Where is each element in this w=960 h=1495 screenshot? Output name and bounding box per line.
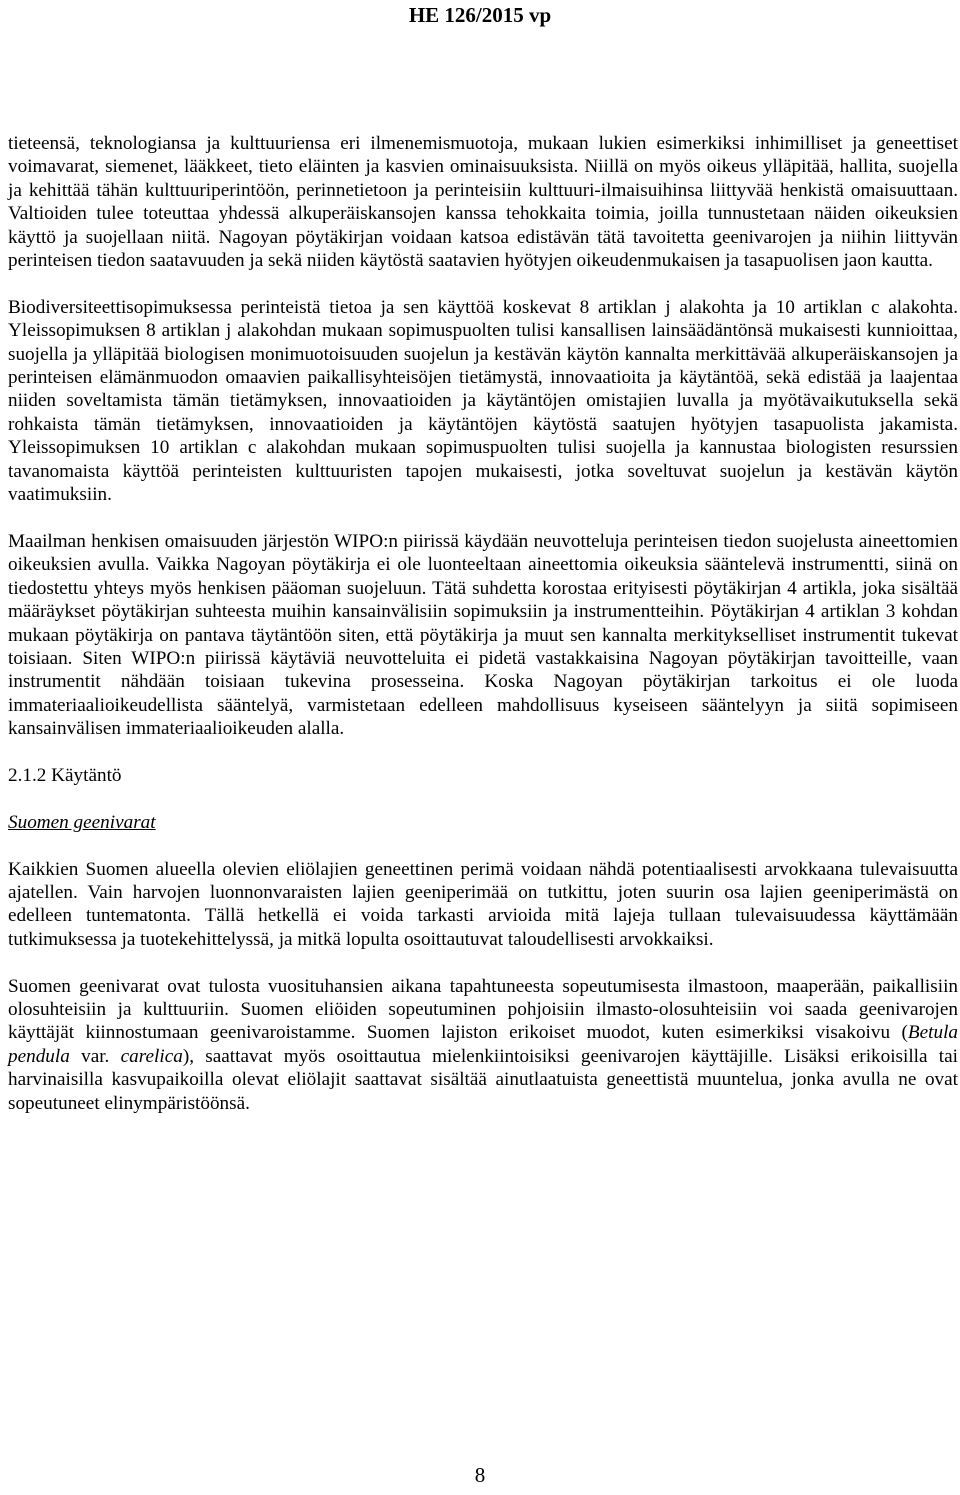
paragraph-2: Biodiversiteettisopimuksessa perinteistä tietoa ja sen käyttöä koskevat 8 artiklan j alakohta ja 10 artiklan c alakohta. Yleissopimuksen 8 artiklan j alakohdan mukaan sopimuspuolten tulisi kansallisen lainsäädäntönsä mukaisesti kunnioittaa, suojella ja ylläpitää biologisen monimuotoisuuden suojelun ja kestävän käytön kannalta merkittävää alkuperäiskansojen ja perinteisen elämänmuodon omaavien paikallisyhteisöjen tietämystä, innovaatioita ja käytäntöä, sekä edistää ja laajentaa niiden soveltamista tämän tietämyksen, innovaatioiden ja käytäntöjen omistajien luvalla ja myötävaikutuksella sekä rohkaista tämän tietämyksen, innovaatioiden ja käytäntöjen käytöstä saatujen hyötyjen tasapuolista jakamista. Yleissopimuksen 10 artiklan c alakohdan mukaan sopimuspuolten tulisi suojella ja kannustaa biologisten resurssien tavanomaista käyttöä perinteisten kulttuuristen tapojen mukaisesti, jotka soveltuvat suojelun ja kestävän käytön vaatimuksiin.: [8, 296, 958, 506]
species-name: Betula pendula: [8, 1022, 958, 1067]
document-header: HE 126/2015 vp: [408, 3, 552, 27]
subsection-heading: Suomen geenivarat: [8, 811, 156, 833]
page-number: 8: [474, 1463, 486, 1487]
paragraph-5-text-3: ), saattavat myös osoittautua mielenkiintoisiksi geenivarojen käyttäjille. Lisäksi erikoisilla tai harvinaisilla kasvupaikoilla olevat eliölajit saattavat sisältää ainutlaatuista geneettistä muuntelua, jonka avulla ne ovat sopeutuneet elinympäristöönsä.: [8, 1045, 958, 1114]
paragraph-4: Kaikkien Suomen alueella olevien eliölajien geneettinen perimä voidaan nähdä potentiaalisesti arvokkaana tulevaisuutta ajatellen. Vain harvojen luonnonvaraisten lajien geeniperimää on tutkittu, joten suurin osa lajien geeniperimästä on edelleen tuntematonta. Tällä hetkellä ei voida tarkasti arvioida mitä lajeja tullaan tulevaisuudessa käyttämään tutkimuksessa ja tuotekehittelyssä, ja mitkä lopulta osoittautuvat taloudellisesti arvokkaiksi.: [8, 858, 958, 950]
paragraph-3: Maailman henkisen omaisuuden järjestön WIPO:n piirissä käydään neuvotteluja perinteisen tiedon suojelusta aineettomien oikeuksien avulla. Vaikka Nagoyan pöytäkirja ei ole luonteeltaan aineettomia oikeuksia sääntelevä instrumentti, siinä on tiedostettu yhteys myös henkisen pääoman suojeluun. Tätä suhdetta korostaa erityisesti pöytäkirjan 4 artikla, joka sisältää määräykset pöytäkirjan suhteesta muihin kansainvälisiin sopimuksiin ja instrumentteihin. Pöytäkirjan 4 artiklan 3 kohdan mukaan pöytäkirja on pantava täytäntöön siten, että pöytäkirja ja muut sen kannalta merkitykselliset instrumentit tukevat toisiaan. Siten WIPO:n piirissä käytäviä neuvotteluita ei pidetä vastakkaisina Nagoyan pöytäkirjan tavoitteille, vaan instrumentit nähdään toisiaan tukevina prosesseina. Koska Nagoyan pöytäkirjan tarkoitus ei ole luoda immateriaalioikeudellista sääntelyä, varmistetaan edelleen mahdollisuus kyseiseen sääntelyyn ja siitä sopimiseen kansainvälisen immateriaalioikeuden alalla.: [8, 530, 958, 740]
section-heading: 2.1.2 Käytäntö: [8, 764, 122, 786]
paragraph-5-text-1: Suomen geenivarat ovat tulosta vuosituhansien aikana tapahtuneesta sopeutumisesta ilmastoon, maaperään, paikallisiin olosuhteisiin ja kulttuuriin. Suomen eliöiden sopeutuminen pohjoisiin ilmasto-olosuhteisiin voi saada geenivarojen käyttäjät kiinnostumaan geenivaroistamme. Suomen lajiston erikoiset muodot, kuten esimerkiksi visakoivu (: [8, 975, 958, 1044]
paragraph-5: [8, 975, 958, 1115]
paragraph-5-text-2: var.: [69, 1045, 121, 1067]
variety-name: carelica: [120, 1045, 183, 1067]
document-body: [8, 132, 958, 1115]
paragraph-1: tieteensä, teknologiansa ja kulttuuriensa eri ilmenemismuotoja, mukaan lukien esimerkiksi inhimilliset ja geneettiset voimavarat, siemenet, lääkkeet, tieto eläinten ja kasvien ominaisuuksista. Niillä on myös oikeus ylläpitää, hallita, suojella ja kehittää tähän kulttuuriperintöön, perinnetietoon ja perinteisiin kulttuuri-ilmaisuihinsa liittyvää henkistä omaisuuttaan. Valtioiden tulee toteuttaa yhdessä alkuperäiskansojen kanssa tehokkaita toimia, joilla tunnustetaan näiden oikeuksien käyttö ja suojellaan niitä. Nagoyan pöytäkirjan voidaan katsoa edistävän tätä tavoitetta geenivarojen ja niihin liittyvän perinteisen tiedon saatavuuden ja sekä niiden käytöstä saatavien hyötyjen oikeudenmukaisen ja tasapuolisen jaon kautta.: [8, 133, 958, 272]
